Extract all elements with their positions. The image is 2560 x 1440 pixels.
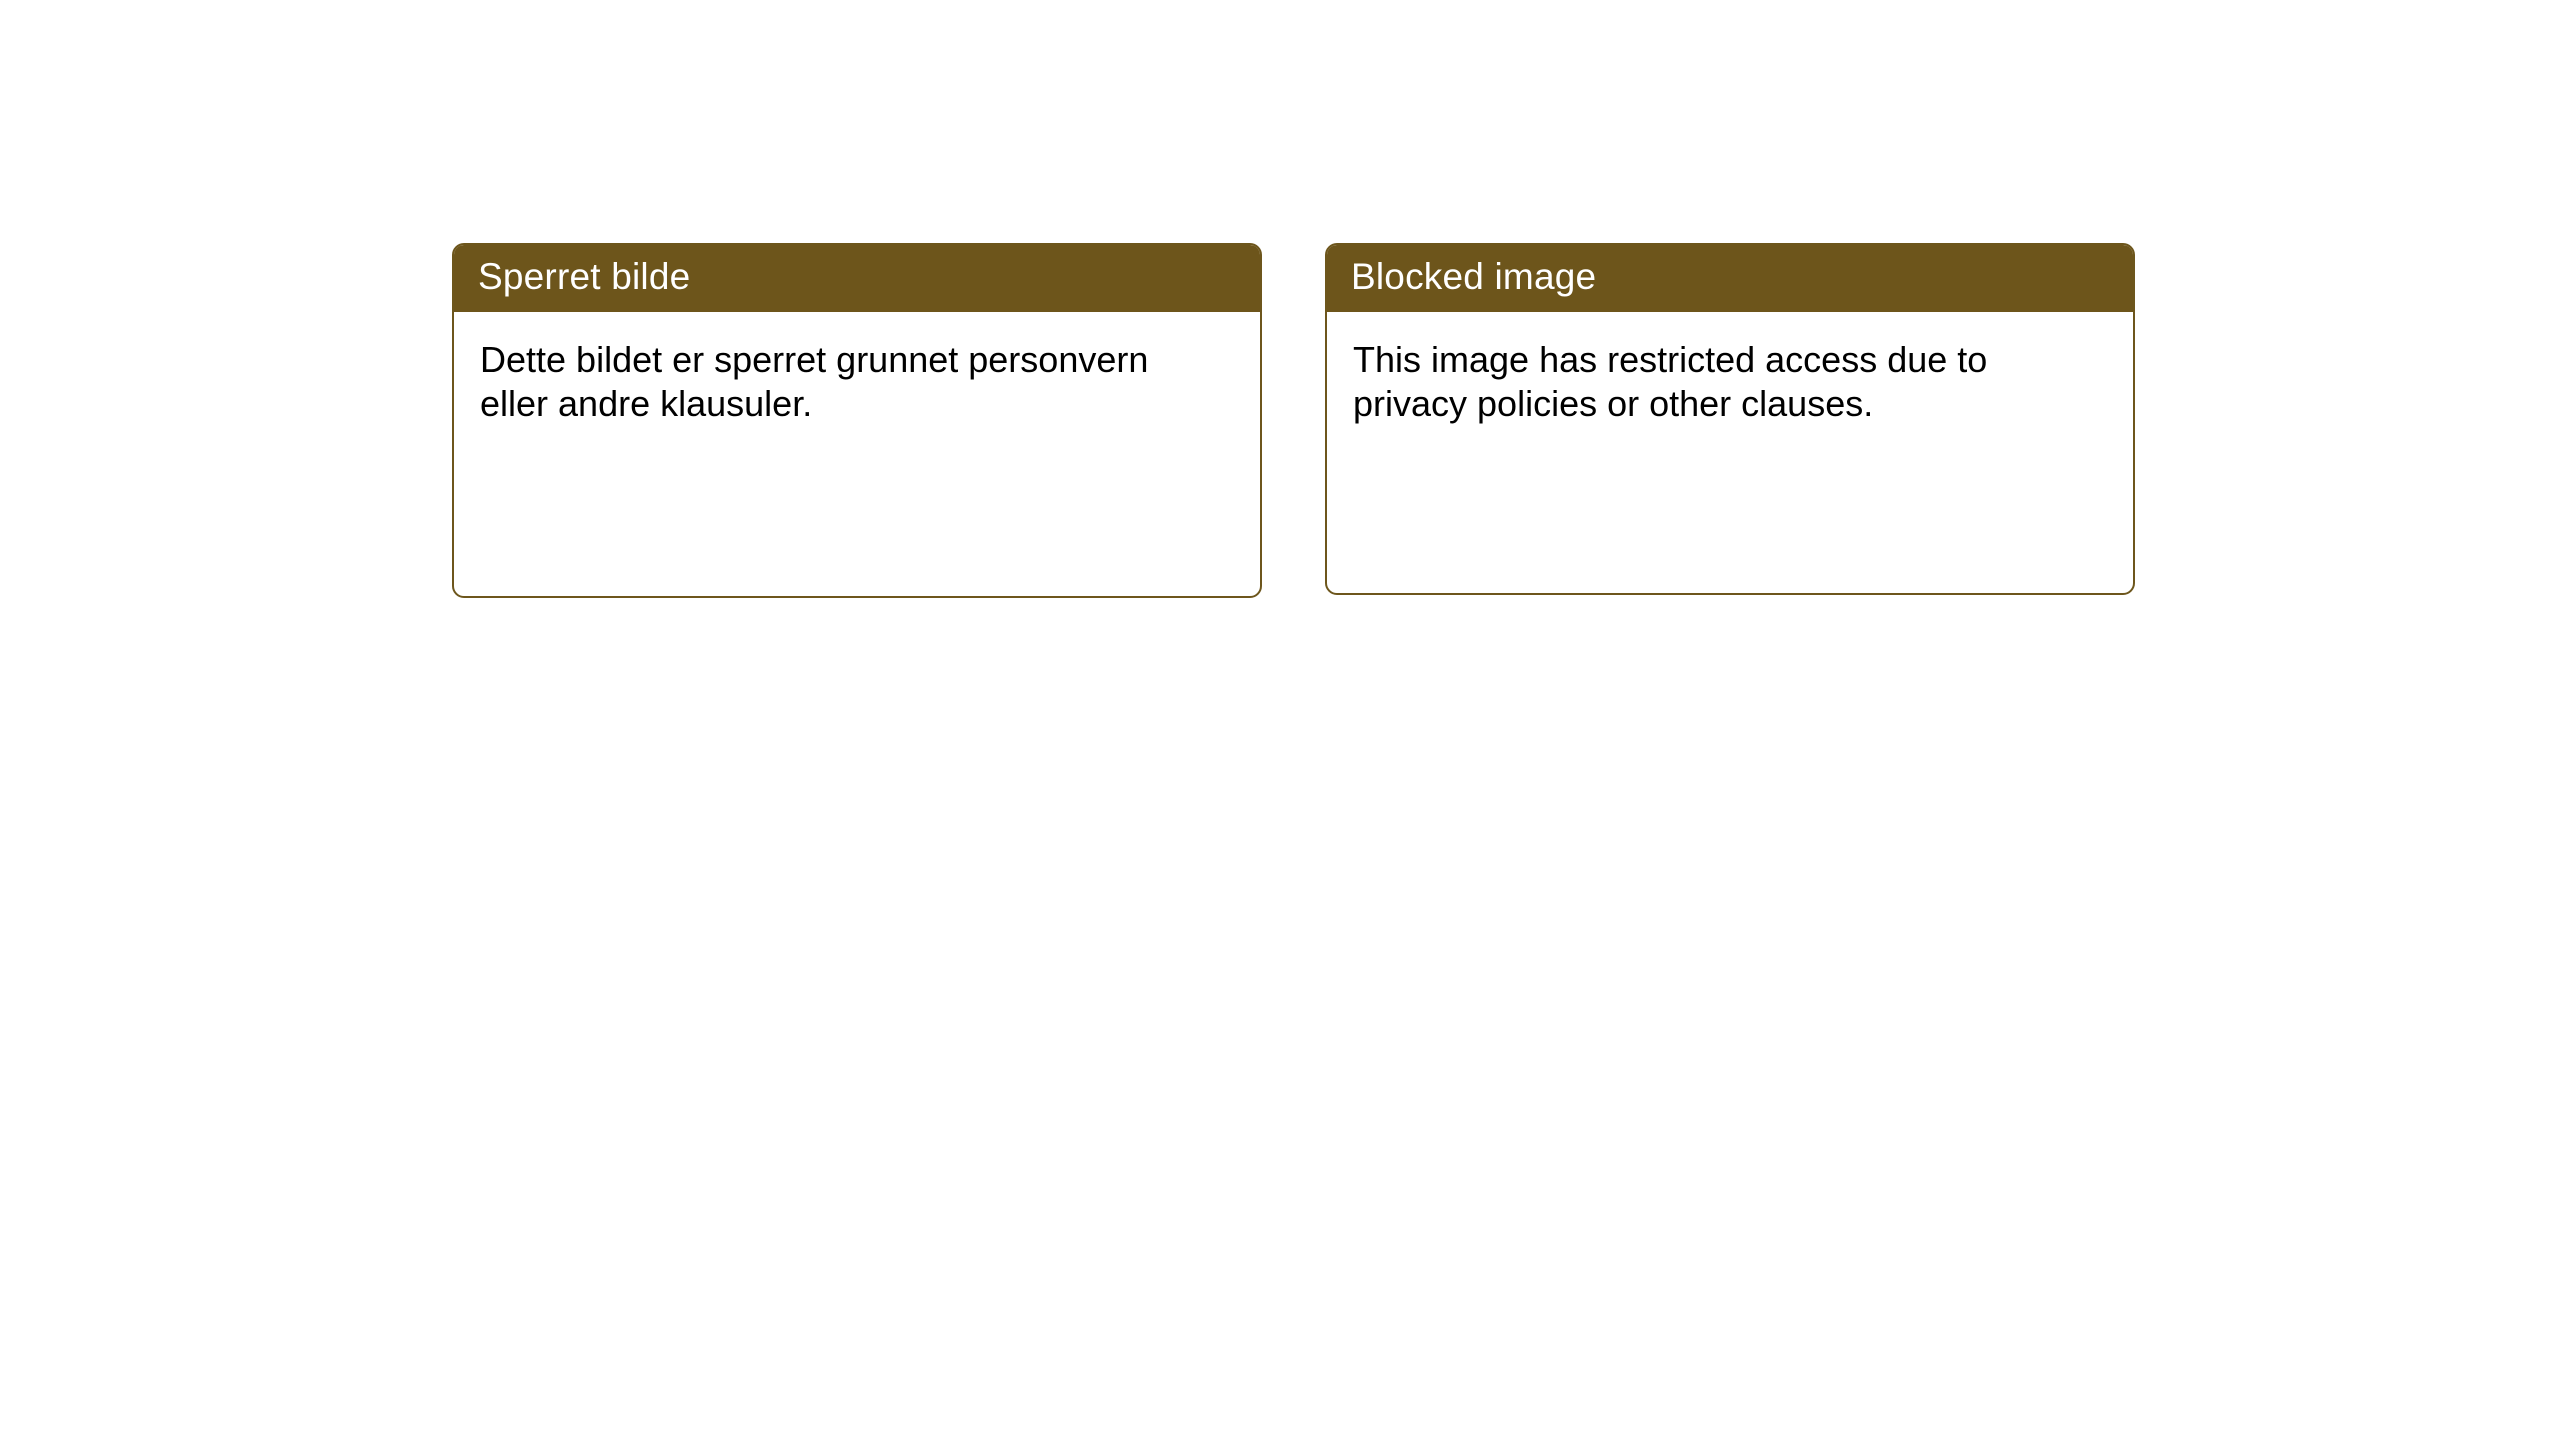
blocked-image-notice-no — [452, 243, 1262, 598]
notice-title-no: Sperret bilde — [454, 245, 1260, 312]
notice-body-en — [1327, 312, 2133, 427]
notice-title-en: Blocked image — [1327, 245, 2133, 312]
blocked-image-notice-en — [1325, 243, 2135, 595]
notice-message-no: Dette bildet er sperret grunnet personvern eller andre klausuler. — [480, 338, 1149, 425]
notice-message-en: This image has restricted access due to privacy policies or other clauses. — [1353, 338, 1988, 425]
notice-body-no — [454, 312, 1260, 427]
blocked-image-notices — [452, 243, 2135, 598]
